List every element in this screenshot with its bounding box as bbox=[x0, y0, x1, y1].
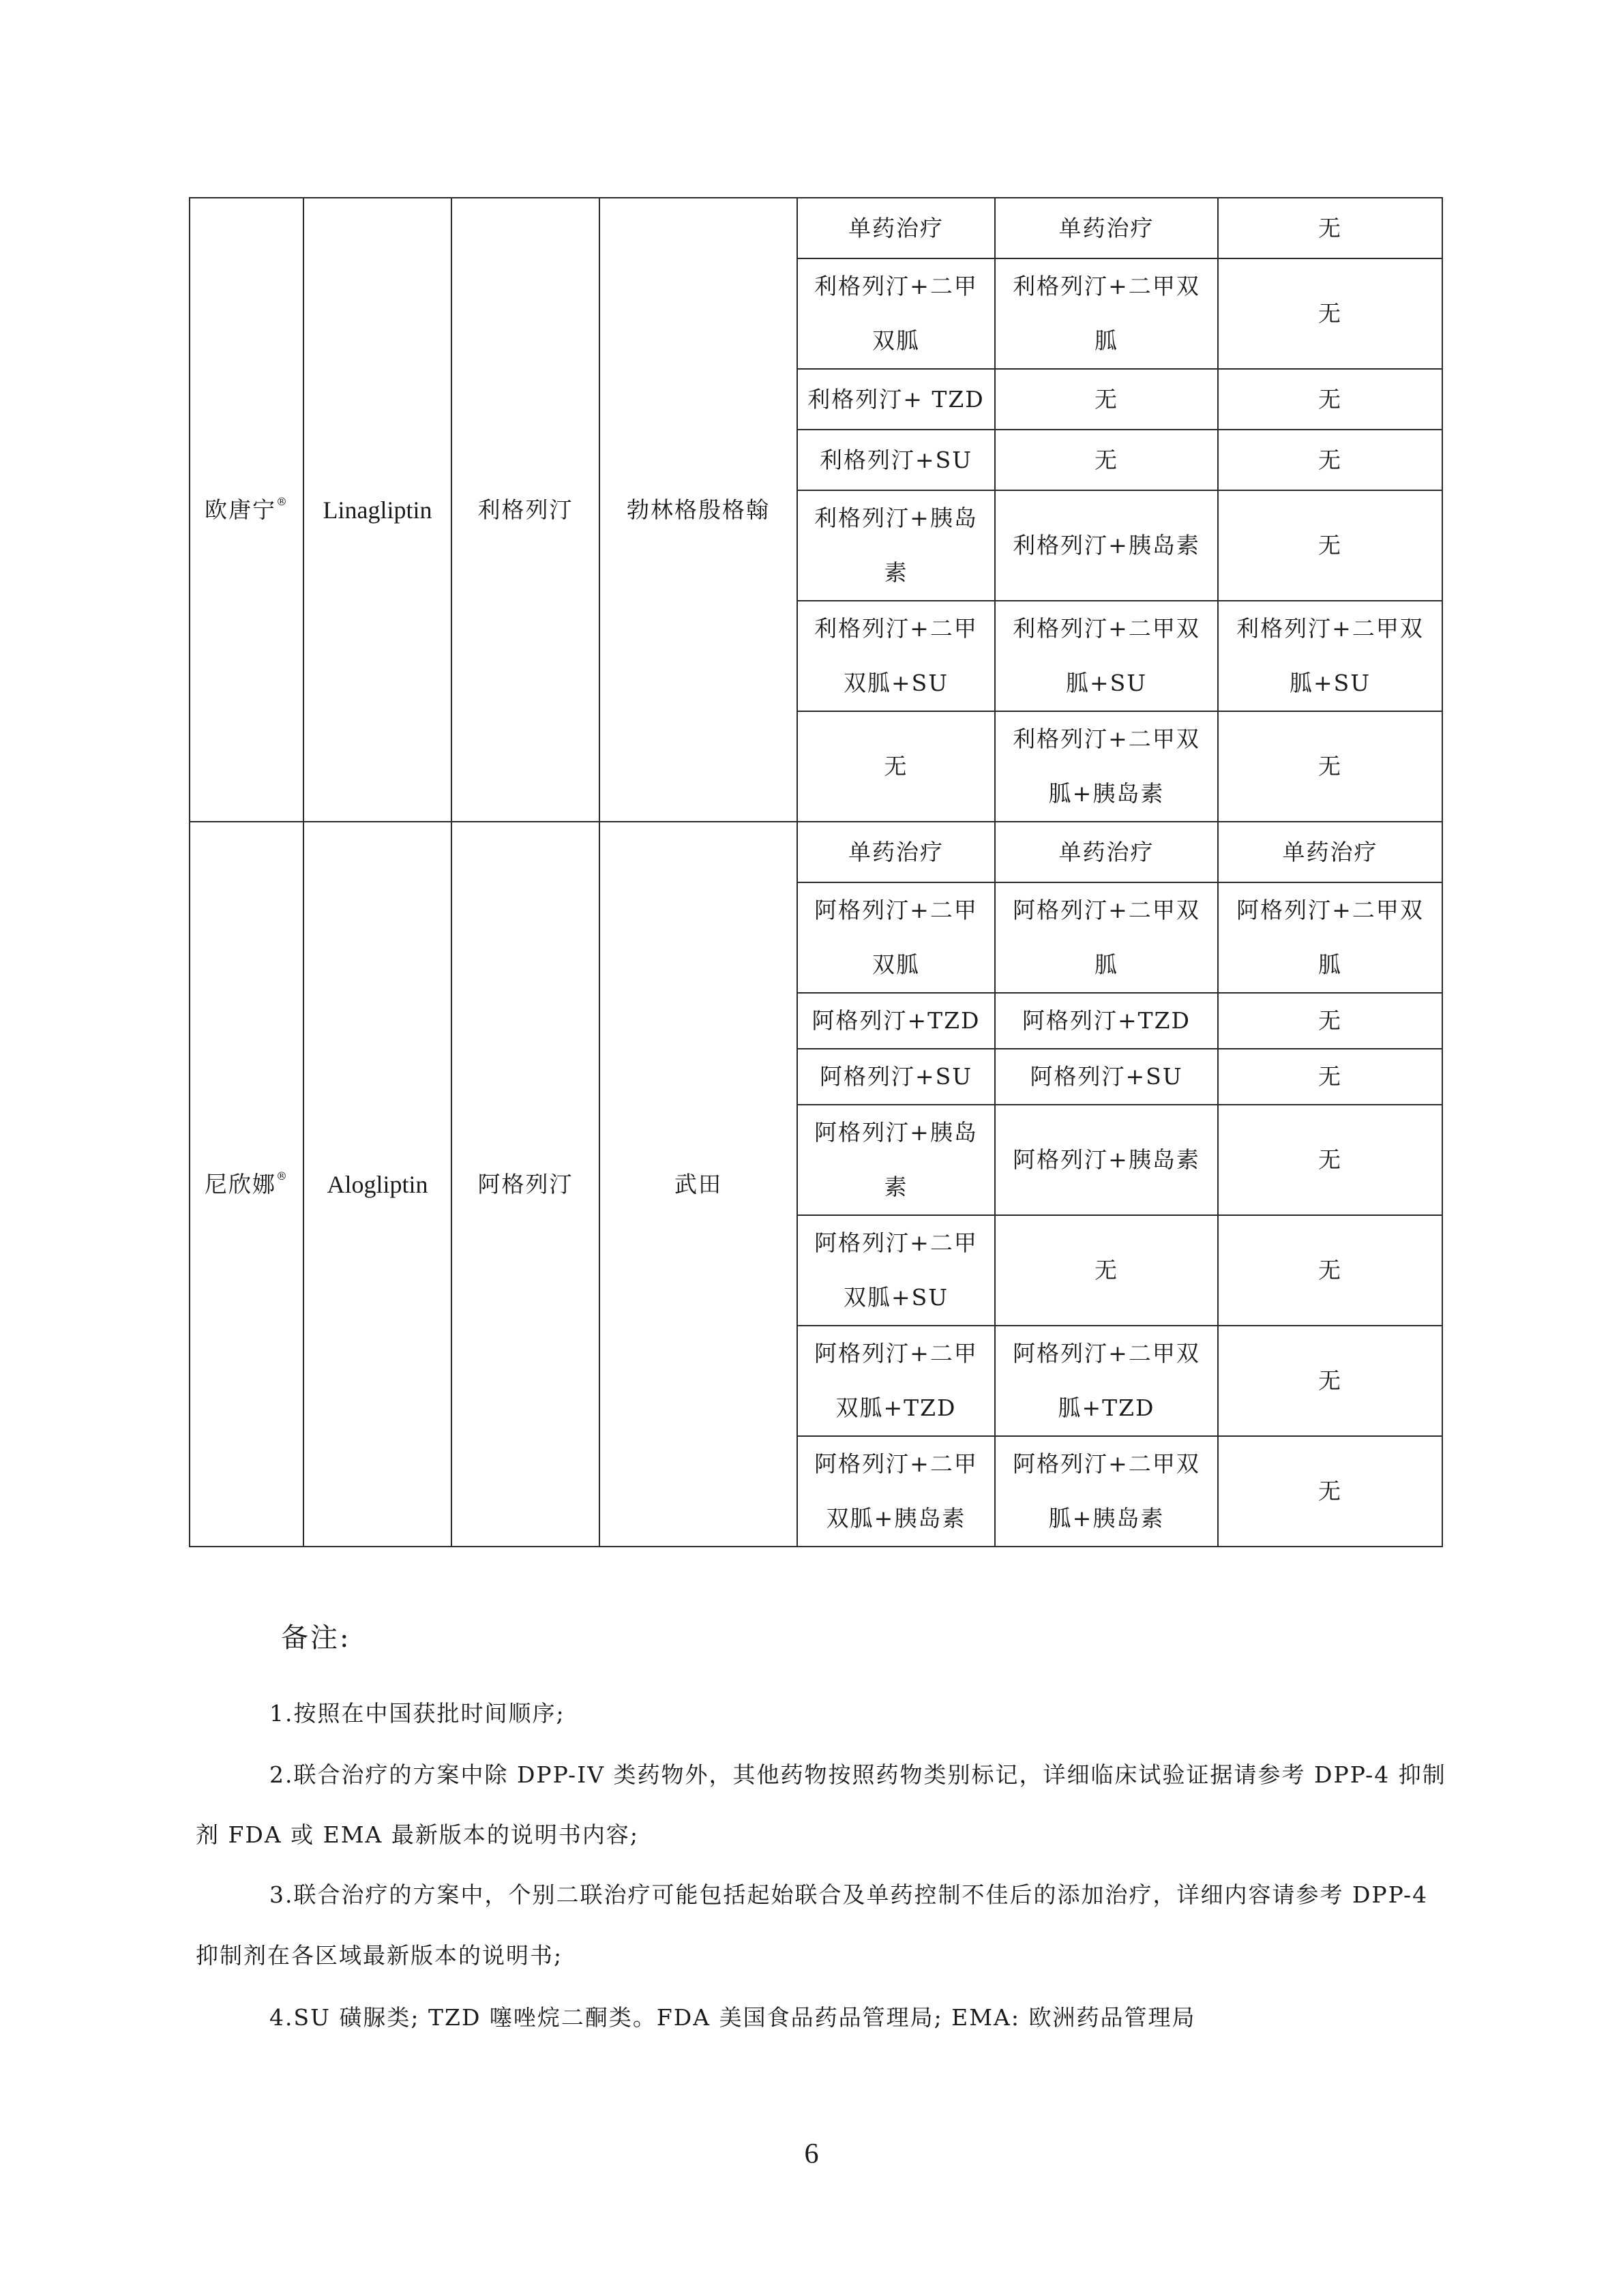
note-line-3-cont: 抑制剂在各区域最新版本的说明书; bbox=[196, 1942, 563, 1969]
inn-name-cell: Alogliptin bbox=[303, 822, 451, 1547]
regimen-cell: 无 bbox=[995, 1215, 1218, 1326]
regimen-cell: 无 bbox=[995, 430, 1218, 490]
brand-name-cell bbox=[190, 198, 303, 822]
regimen-cell: 阿格列汀+二甲双胍+胰岛素 bbox=[995, 1436, 1218, 1547]
regimen-cell: 利格列汀+二甲双胍 bbox=[797, 258, 995, 369]
table-row bbox=[190, 198, 1442, 258]
regimen-cell: 无 bbox=[1218, 711, 1442, 822]
regimen-cell: 利格列汀+胰岛素 bbox=[797, 490, 995, 601]
brand-name: 欧唐宁 bbox=[205, 496, 276, 523]
regimen-cell: 阿格列汀+二甲双胍+TZD bbox=[995, 1326, 1218, 1436]
regimen-cell: 阿格列汀+二甲双胍+TZD bbox=[797, 1326, 995, 1436]
regimen-cell: 单药治疗 bbox=[1218, 822, 1442, 882]
regimen-cell: 利格列汀+胰岛素 bbox=[995, 490, 1218, 601]
regimen-cell: 利格列汀+ TZD bbox=[797, 369, 995, 430]
regimen-cell: 阿格列汀+二甲双胍+胰岛素 bbox=[797, 1436, 995, 1547]
generic-name-cell: 利格列汀 bbox=[451, 198, 599, 822]
generic-name-cell: 阿格列汀 bbox=[451, 822, 599, 1547]
regimen-cell: 阿格列汀+SU bbox=[995, 1049, 1218, 1105]
brand-name-cell bbox=[190, 822, 303, 1547]
regimen-cell: 无 bbox=[1218, 1436, 1442, 1547]
dpp4-inhibitor-table bbox=[189, 197, 1443, 1547]
regimen-cell: 无 bbox=[1218, 993, 1442, 1049]
note-line-2-cont: 剂 FDA 或 EMA 最新版本的说明书内容; bbox=[196, 1821, 639, 1848]
brand-name: 尼欣娜 bbox=[205, 1170, 276, 1197]
company-cell: 武田 bbox=[599, 822, 797, 1547]
regimen-cell: 阿格列汀+TZD bbox=[995, 993, 1218, 1049]
note-line-4: 4.SU 磺脲类; TZD 噻唑烷二酮类。FDA 美国食品药品管理局; EMA: 欧洲药品管理局 bbox=[269, 2004, 1196, 2031]
regimen-cell: 无 bbox=[797, 711, 995, 822]
regimen-cell: 阿格列汀+二甲双胍+SU bbox=[797, 1215, 995, 1326]
regimen-cell: 利格列汀+二甲双胍+SU bbox=[995, 601, 1218, 711]
company-cell: 勃林格殷格翰 bbox=[599, 198, 797, 822]
regimen-cell: 阿格列汀+胰岛素 bbox=[797, 1105, 995, 1215]
regimen-cell: 阿格列汀+二甲双胍 bbox=[1218, 882, 1442, 993]
regimen-cell: 单药治疗 bbox=[995, 822, 1218, 882]
table-body bbox=[190, 198, 1442, 1547]
regimen-cell: 单药治疗 bbox=[797, 822, 995, 882]
regimen-cell: 单药治疗 bbox=[995, 198, 1218, 258]
inn-name-cell: Linagliptin bbox=[303, 198, 451, 822]
regimen-cell: 无 bbox=[1218, 1105, 1442, 1215]
notes-title: 备注: bbox=[281, 1622, 351, 1654]
regimen-cell: 无 bbox=[995, 369, 1218, 430]
regimen-cell: 无 bbox=[1218, 430, 1442, 490]
regimen-cell: 阿格列汀+胰岛素 bbox=[995, 1105, 1218, 1215]
table-row bbox=[190, 822, 1442, 882]
regimen-cell: 阿格列汀+二甲双胍 bbox=[995, 882, 1218, 993]
regimen-cell: 无 bbox=[1218, 1049, 1442, 1105]
regimen-cell: 无 bbox=[1218, 1215, 1442, 1326]
page-number: 6 bbox=[804, 2138, 819, 2170]
note-line-3: 3.联合治疗的方案中，个别二联治疗可能包括起始联合及单药控制不佳后的添加治疗，详细内容请参考 DPP-4 bbox=[269, 1881, 1429, 1908]
regimen-cell: 阿格列汀+TZD bbox=[797, 993, 995, 1049]
registered-mark: ® bbox=[276, 1169, 288, 1182]
regimen-cell: 无 bbox=[1218, 1326, 1442, 1436]
regimen-cell: 无 bbox=[1218, 369, 1442, 430]
regimen-cell: 利格列汀+二甲双胍+胰岛素 bbox=[995, 711, 1218, 822]
regimen-cell: 利格列汀+二甲双胍 bbox=[995, 258, 1218, 369]
regimen-cell: 利格列汀+二甲双胍+SU bbox=[797, 601, 995, 711]
regimen-cell: 利格列汀+SU bbox=[797, 430, 995, 490]
note-line-2: 2.联合治疗的方案中除 DPP-IV 类药物外，其他药物按照药物类别标记，详细临床试验证据请参考 DPP-4 抑制 bbox=[269, 1761, 1446, 1788]
regimen-cell: 阿格列汀+SU bbox=[797, 1049, 995, 1105]
regimen-cell: 单药治疗 bbox=[797, 198, 995, 258]
note-line-1: 1.按照在中国获批时间顺序; bbox=[269, 1700, 565, 1727]
regimen-cell: 利格列汀+二甲双胍+SU bbox=[1218, 601, 1442, 711]
regimen-cell: 阿格列汀+二甲双胍 bbox=[797, 882, 995, 993]
regimen-cell: 无 bbox=[1218, 258, 1442, 369]
registered-mark: ® bbox=[276, 494, 288, 508]
regimen-cell: 无 bbox=[1218, 198, 1442, 258]
regimen-cell: 无 bbox=[1218, 490, 1442, 601]
